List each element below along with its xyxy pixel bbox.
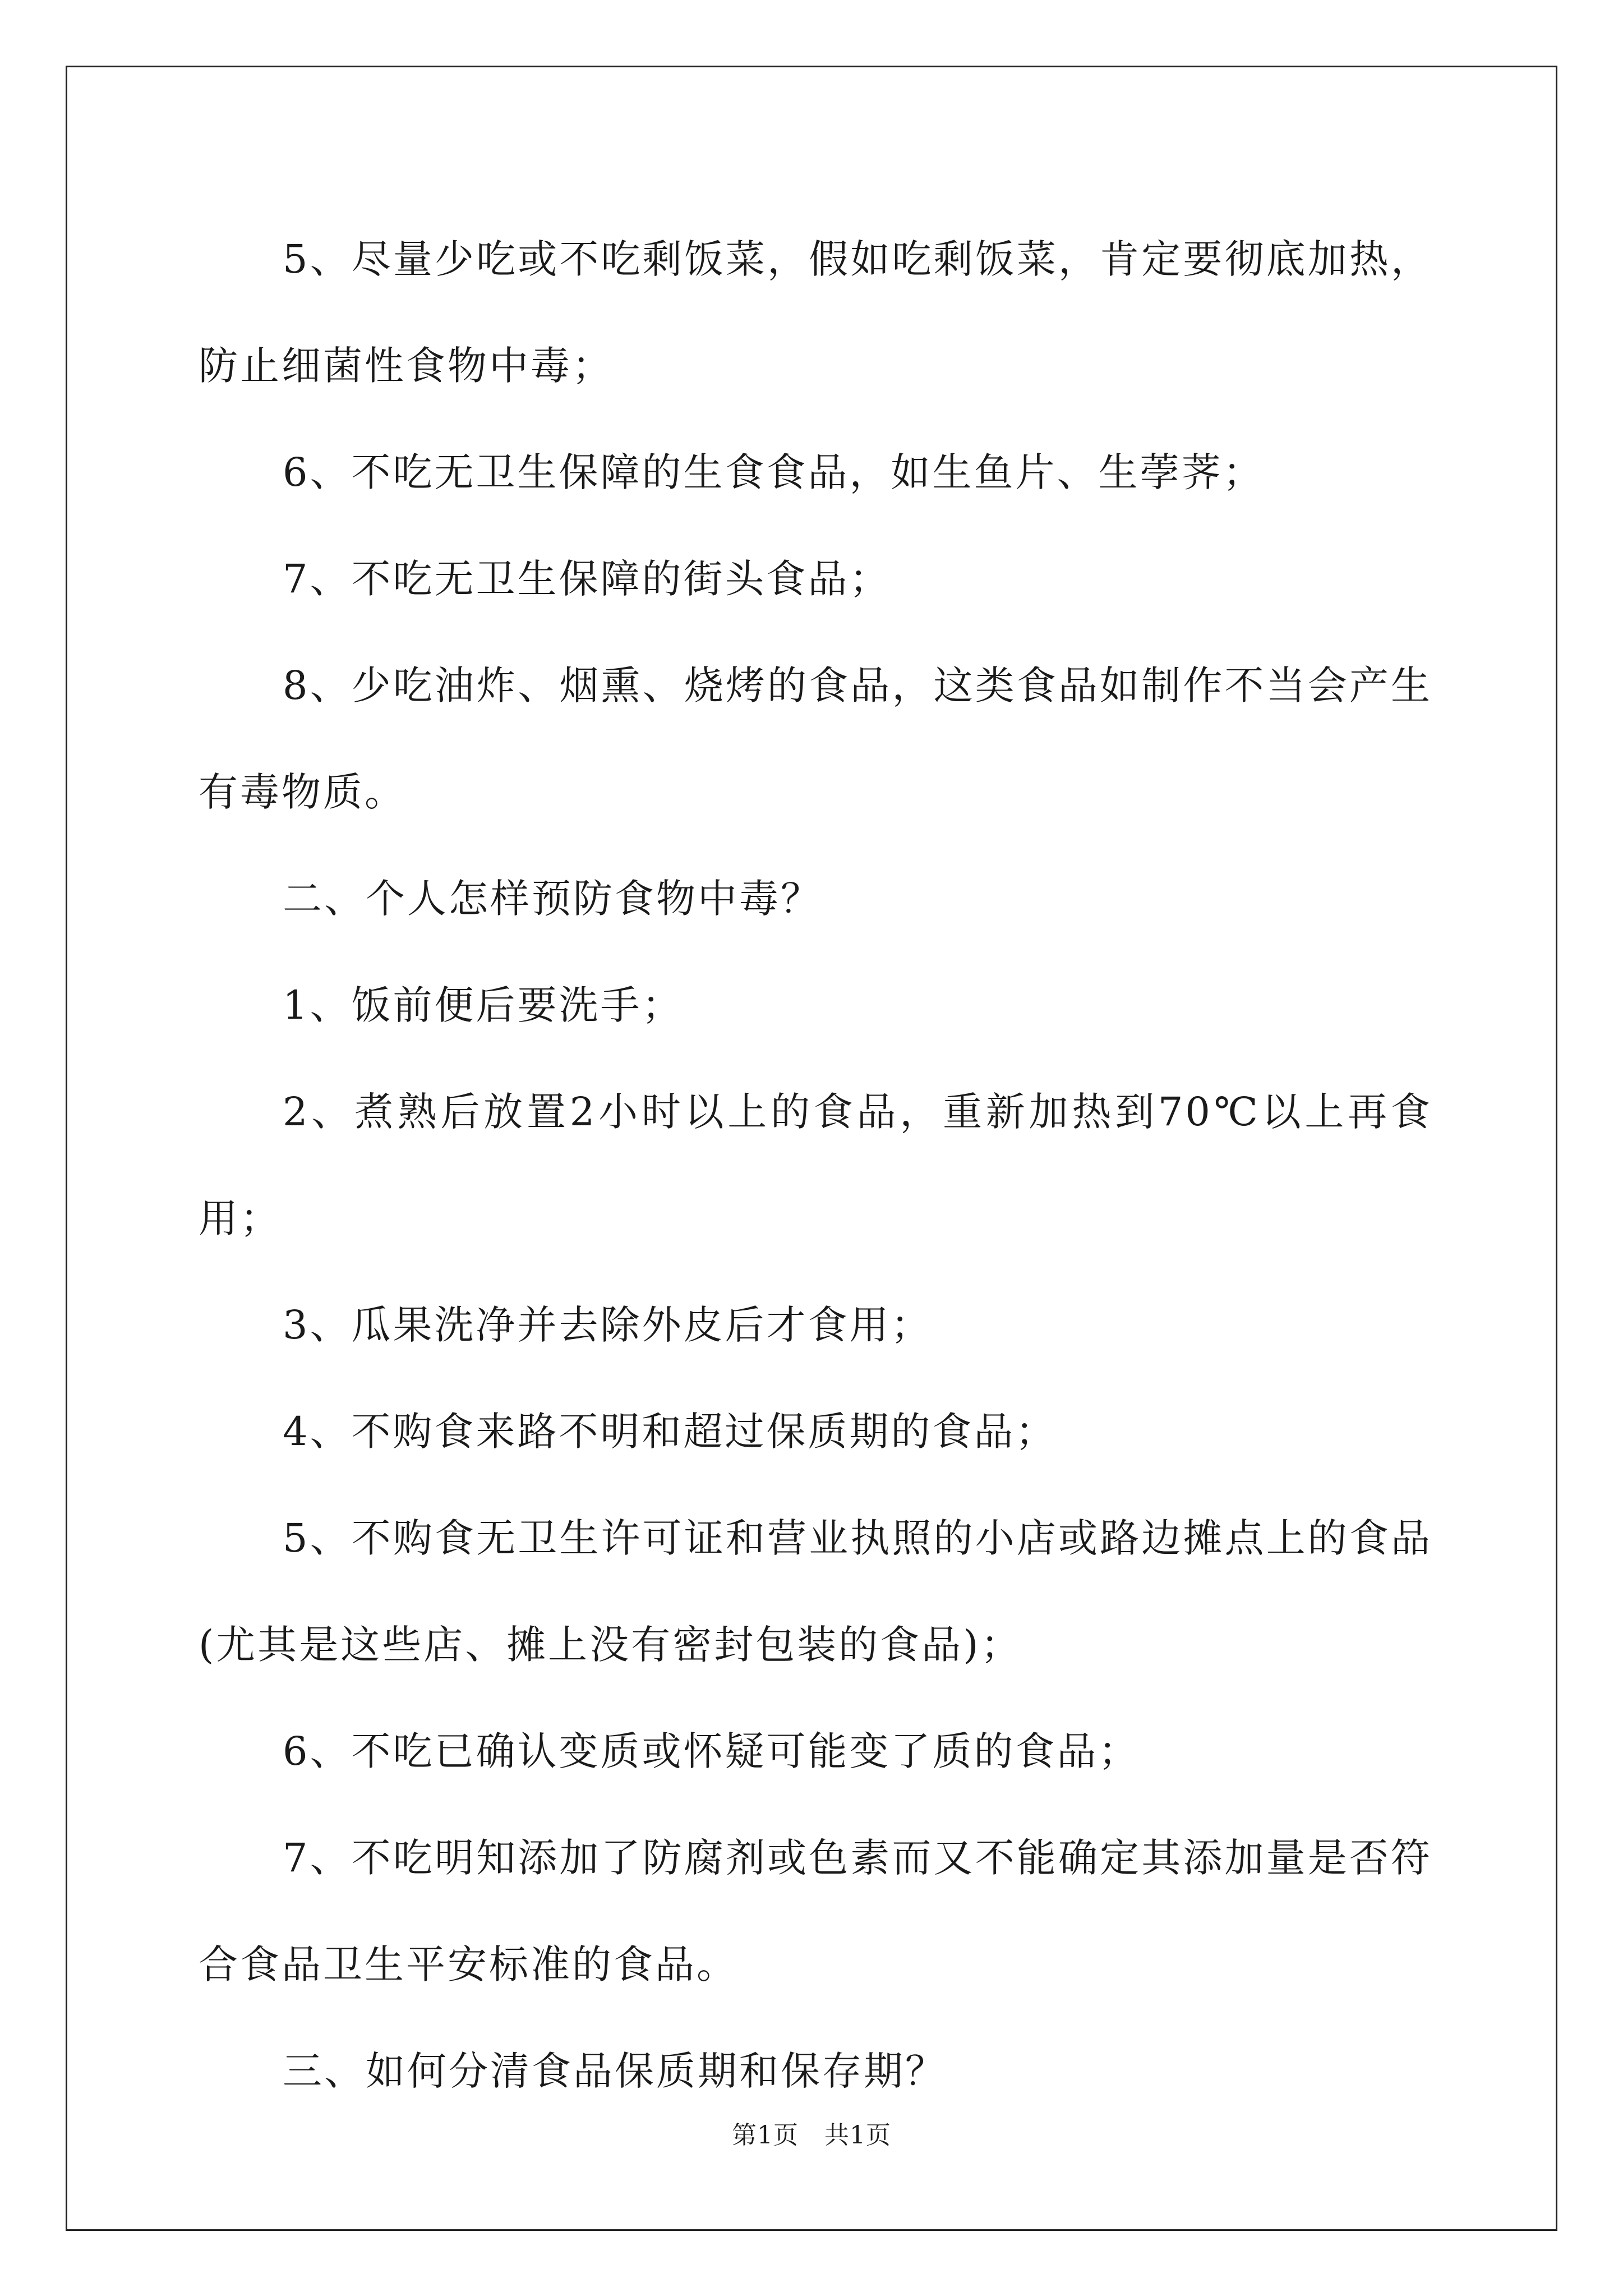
paragraph: 6、不吃无卫生保障的生食食品，如生鱼片、生荸荠； — [283, 449, 1265, 495]
page-total: 共1页 — [824, 2121, 891, 2150]
paragraph: 6、不吃已确认变质或怀疑可能变了质的食品； — [283, 1728, 1140, 1774]
page-number: 第1页 — [732, 2121, 799, 2150]
section-heading: 三、如何分清食品保质期和保存期？ — [283, 2048, 947, 2094]
document-body — [199, 206, 1432, 2124]
section-heading: 二、个人怎样预防食物中毒？ — [283, 876, 822, 922]
paragraph: 5、尽量少吃或不吃剩饭菜，假如吃剩饭菜，肯定要彻底加热，防止细菌性食物中毒； — [199, 236, 1432, 389]
paragraph: 2、煮熟后放置2小时以上的食品，重新加热到70℃以上再食用； — [199, 1089, 1432, 1241]
paragraph: 7、不吃明知添加了防腐剂或色素而又不能确定其添加量是否符合食品卫生平安标准的食品。 — [199, 1835, 1432, 1987]
paragraph: 1、饭前便后要洗手； — [283, 982, 684, 1028]
paragraph: 7、不吃无卫生保障的街头食品； — [283, 556, 891, 602]
paragraph: 4、不购食来路不明和超过保质期的食品； — [283, 1409, 1057, 1455]
page-footer — [0, 2115, 1623, 2151]
paragraph: 8、少吃油炸、烟熏、烧烤的食品，这类食品如制作不当会产生有毒物质。 — [199, 662, 1432, 815]
paragraph: 3、瓜果洗净并去除外皮后才食用； — [283, 1302, 933, 1348]
paragraph: 5、不购食无卫生许可证和营业执照的小店或路边摊点上的食品(尤其是这些店、摊上没有密封包装的食品)； — [199, 1515, 1432, 1668]
